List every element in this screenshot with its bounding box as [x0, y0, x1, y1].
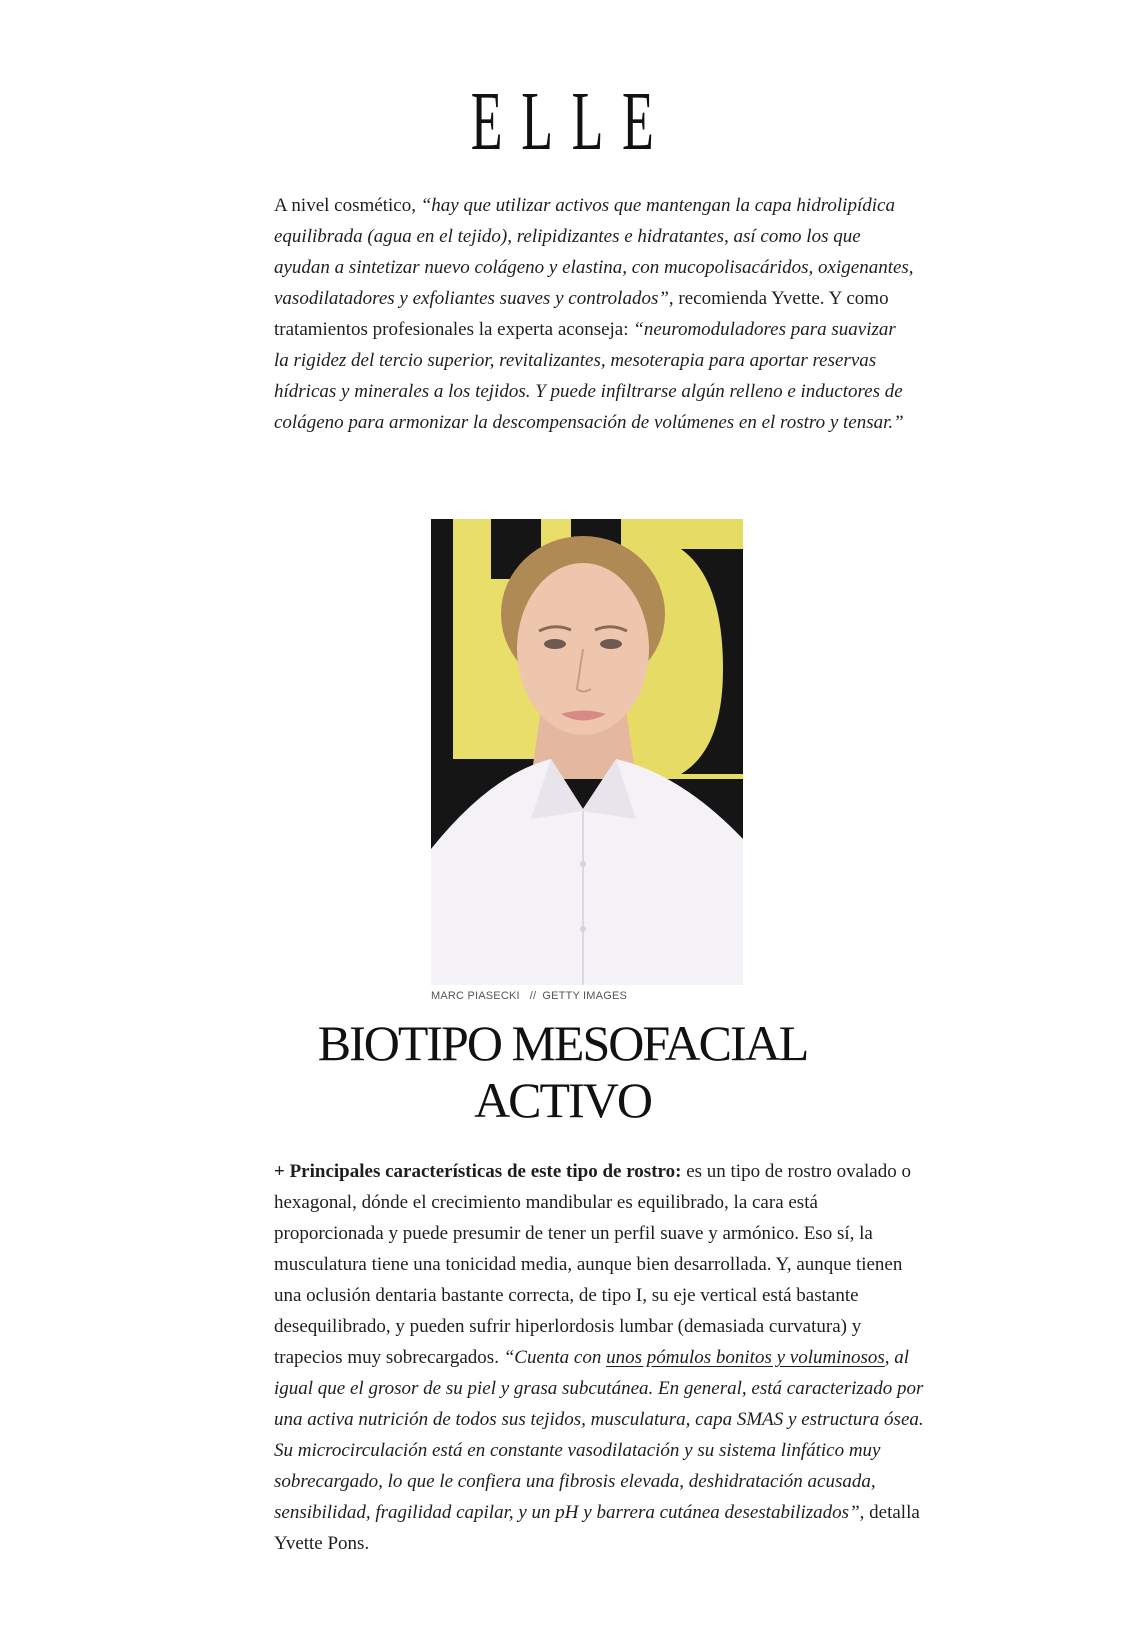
body-text: es un tipo de rostro ovalado o hexagonal, dónde el crecimiento mandibular es equilibrado, la cara está proporcionada y puede presumir de tener un perfil suave y armónico. Eso sí, la musculatura tiene una tonicidad media, aunque bien desarrollada. Y, aunque tienen una oclusión dentaria bastante correcta, de tipo I, su eje vertical está bastante desequilibrado, y pueden sufrir hiperlordosis lumbar (demasiada curvatura) y trapecios muy sobrecargados. — [274, 1161, 911, 1368]
credit-separator: // — [529, 990, 537, 1002]
body-quote-start: “Cuenta con — [503, 1347, 607, 1368]
section-heading-line-2: ACTIVO — [474, 1072, 651, 1128]
section-heading-line-1: BIOTIPO MESOFACIAL — [317, 1015, 808, 1071]
intro-lead: A nivel cosmético, — [274, 195, 421, 216]
body-paragraph — [274, 1156, 924, 1559]
intro-paragraph — [274, 190, 914, 438]
cheekbones-link[interactable]: unos pómulos bonitos y voluminosos — [606, 1347, 885, 1368]
credit-photographer: MARC PIASECKI — [431, 990, 520, 1002]
portrait-image — [431, 519, 743, 985]
section-heading — [0, 1015, 1125, 1129]
elle-logo[interactable]: ELLE — [470, 75, 673, 168]
body-bold-lead: + Principales características de este tipo de rostro: — [274, 1161, 682, 1182]
intro-quote-2: “neuromoduladores para suavizar la rigidez del tercio superior, revitalizantes, mesoterapia para aportar reservas hídricas y minerales a los tejidos. Y puede infiltrarse algún relleno e inductores de colágeno para armonizar la descompensación de volúmenes en el rostro y tensar.” — [274, 319, 904, 433]
body-closing: , detalla Yvette Pons. — [274, 1502, 920, 1554]
body-quote — [274, 1347, 924, 1523]
intro-quote-1: “hay que utilizar activos que mantengan la capa hidrolipídica equilibrada (agua en el tejido), relipidizantes e hidratantes, así como los que ayudan a sintetizar nuevo colágeno y elastina, con mucopolisacáridos, oxigenantes, vasodilatadores y exfoliantes suaves y controlados” — [274, 195, 914, 309]
credit-agency: GETTY IMAGES — [542, 990, 628, 1002]
body-quote-rest: , al igual que el grosor de su piel y grasa subcutánea. En general, está caracterizado por una activa nutrición de todos sus tejidos, musculatura, capa SMAS y estructura ósea. Su microcirculación está en constante vasodilatación y su sistema linfático muy sobrecargado, lo que le confiera una fibrosis elevada, deshidratación acusada, sensibilidad, fragilidad capilar, y un pH y barrera cutánea desestabilizados” — [274, 1347, 924, 1523]
photo-credit — [431, 990, 627, 1002]
intro-middle: , recomienda Yvette. Y como tratamientos profesionales la experta aconseja: — [274, 288, 889, 340]
article-photo — [431, 519, 743, 985]
